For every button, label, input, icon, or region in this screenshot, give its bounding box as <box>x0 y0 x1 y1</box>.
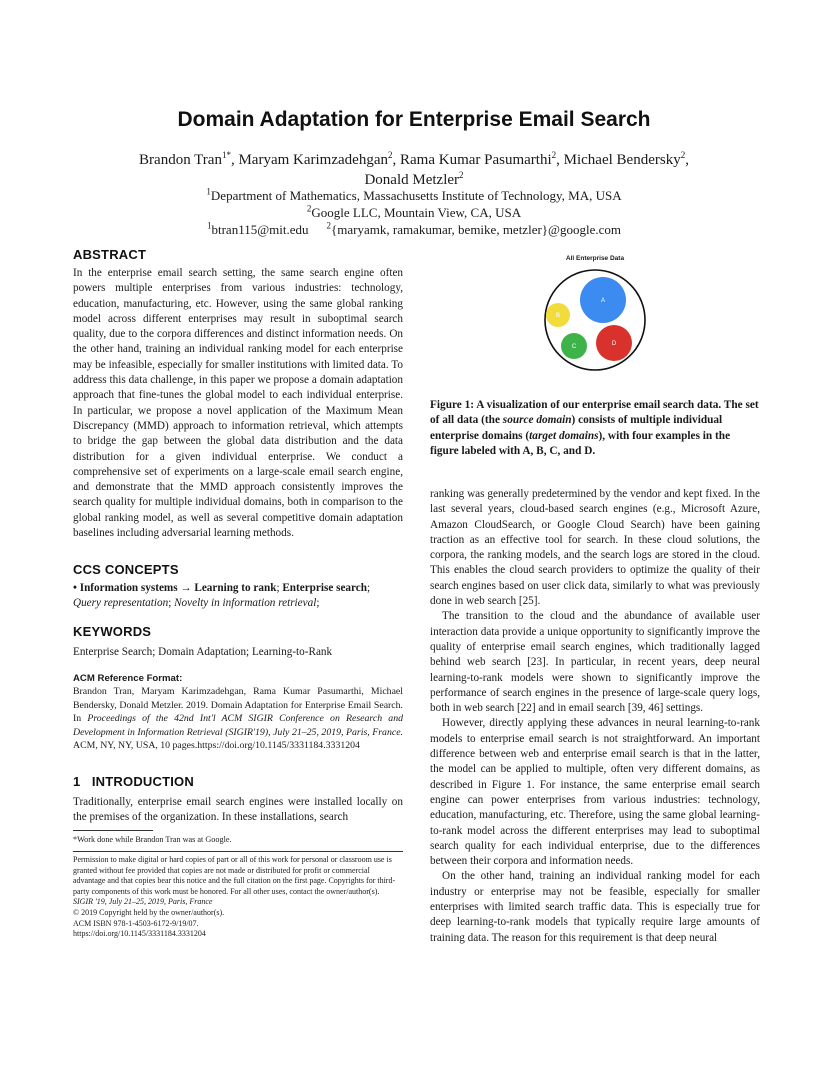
caption-text: ) consists of multiple individual enterprise domains ( <box>430 414 723 442</box>
caption-emphasis: source domain <box>502 414 572 427</box>
email-mark: 2 <box>326 220 332 231</box>
footnote: *Work done while Brandon Tran was at Google. <box>73 835 232 844</box>
copyright-holder: © 2019 Copyright held by the owner/author(s). <box>73 907 225 917</box>
paper-title: Domain Adaptation for Enterprise Email Search <box>177 108 651 131</box>
copyright-text: Permission to make digital or hard copies of part or all of this work for personal or classroom use is granted without fee provided that copies are not made or distributed for profit or commercial advantage and that copies bear this notice and the full citation on the first page. Copyrights for third-party components of this work must be honored. For all other uses, contact the owner/author(s). <box>73 855 396 896</box>
domain-a-label: A <box>600 298 606 304</box>
copyright-venue: SIGIR '19, July 21–25, 2019, Paris, France <box>73 897 213 907</box>
section-title: INTRODUCTION <box>91 774 194 789</box>
author-name: Michael Bendersky <box>563 152 681 168</box>
domain-c-label: C <box>571 344 577 350</box>
author-list: Brandon Tran$^{1*}$, Maryam Karimzadehgan$^2$, Rama Kumar Pasumarthi$^2$, Michael Bendersky$^2$, Donald Metzler$^2$ <box>139 150 689 188</box>
domain-d-label: D <box>611 341 617 347</box>
affil-mark: 2 <box>306 203 312 214</box>
keywords-text: Enterprise Search; Domain Adaptation; Learning-to-Rank <box>73 646 333 658</box>
body-paragraph: ranking was generally predetermined by the vendor and kept fixed. In the last several years, cloud-based search engines (e.g., Microsoft Azure, Amazon CloudSearch, or Google Cloud Search) have been gaining traction as an effective tool for search. In these cloud solutions, the corpora, the ranking models, and the search logs are stored in the cloud. This enables the cloud search providers to optimize the quality of their search engines based on user click data, similarly to what was previously done in web search [25]. <box>430 488 760 608</box>
ccs-concepts <box>73 581 403 612</box>
affiliation-1 <box>90 188 738 204</box>
ccs-sep: ; <box>168 597 175 610</box>
section-number: 1 <box>73 774 81 789</box>
figure-caption <box>430 398 760 459</box>
abstract-paragraph: In the enterprise email search setting, the same search engine often powers multiple enterprises from various industries: technology, education, manufacturing, etc. However, using the same global ranking model across different enterprises may result in suboptimal search quality, due to the corpora differences and distinct information needs. On the other hand, training an individual ranking model for each enterprise may be infeasible, especially for smaller institutions with limited data. To address this data challenge, in this paper we propose a domain adaptation approach that fine-tunes the global model to each individual enterprise. In particular, we propose a novel application of the Maximum Mean Discrepancy (MMD) approach to information retrieval, which attempts to bridge the gap between the global data distribution and the data distribution for a given individual enterprise. We conduct a comprehensive set of experiments on a large-scale email search engine, and demonstrate that the MMD approach consistently improves the search quality for multiple individual domains, both in comparison to the global ranking model, as well as several competitive domain adaptation baselines including adversarial learning methods. <box>73 267 403 540</box>
acm-reference-heading: ACM Reference Format: <box>73 673 183 684</box>
copyright-doi[interactable]: https://doi.org/10.1145/3331184.3331204 <box>73 929 206 939</box>
footnote-divider <box>73 830 153 831</box>
author-name: Brandon Tran <box>139 152 222 168</box>
author-name: Maryam Karimzadehgan <box>238 152 388 168</box>
abstract-heading: ABSTRACT <box>73 247 147 262</box>
figure-1 <box>430 250 760 380</box>
copyright-isbn: ACM ISBN 978-1-4503-6172-9/19/07. <box>73 918 199 928</box>
acm-reference-doi: ACM, NY, NY, USA, 10 pages.https://doi.org/10.1145/3331184.3331204 <box>73 740 360 752</box>
acm-reference-venue: Proceedings of the 42nd Int'l ACM SIGIR Conference on Research and Development in Information Retrieval (SIGIR'19), July 21–25, 2019, Paris, France. <box>73 713 403 738</box>
intro-paragraph: Traditionally, enterprise email search engines were installed locally on the premises of the organization. In these installations, search <box>73 796 403 824</box>
caption-text: ), with four examples in the figure labeled with A, B, C, and D. <box>430 429 731 457</box>
domain-b-label: B <box>555 313 561 319</box>
affil-mark: 1 <box>206 186 211 197</box>
author-emails <box>90 222 738 238</box>
email-link[interactable]: btran115@mit.edu <box>211 222 309 237</box>
ccs-sep: ; <box>316 597 320 610</box>
acm-reference-authors: Brandon Tran, Maryam Karimzadehgan, Rama Kumar Pasumarthi, Michael Bendersky, Donald Metzler. 2019. Domain Adaptation for Enterprise Email Search. In <box>73 686 403 725</box>
author-affil-mark: 2 <box>551 150 557 160</box>
acm-reference <box>73 672 403 752</box>
caption-emphasis: target domains <box>529 429 599 442</box>
ccs-concept: Novelty in information retrieval <box>174 597 317 610</box>
body-paragraph: However, directly applying these advances in neural learning-to-rank models to enterprise email search is not straightforward. An important difference between web and enterprise email search is that in the latter, the model can be applied to multiple, often very different domains, as described in Figure 1. For instance, the same enterprise email search engine can power enterprises from various industries: technology, education, manufacturing, etc. Therefore, using the same global learning-to-rank model across the different enterprises may lead to suboptimal search quality for each individual enterprise, due to the differences between their corpora and information needs. <box>430 717 760 868</box>
ccs-concept: Query representation <box>73 597 169 610</box>
figure-title: All Enterprise Data <box>565 255 625 262</box>
author-affil-mark: 2 <box>680 150 686 160</box>
intro-heading <box>73 774 194 789</box>
keywords-heading: KEYWORDS <box>73 624 152 639</box>
email-mark: 1 <box>206 220 212 231</box>
email-link[interactable]: {maryamk, ramakumar, bemike, metzler}@google.com <box>331 222 622 237</box>
body-paragraph: The transition to the cloud and the abundance of available user interaction data provide a unique opportunity to significantly improve the quality of enterprise email search engines, which traditionally lagged behind web search [23]. In particular, in recent years, deep neural learning-to-rank models were shown to significantly improve the performance of search engines in the presence of large-scale query logs, both in web search [22] and in email search [39, 46] settings. <box>430 610 760 715</box>
ccs-sep: ; <box>366 582 371 594</box>
figure-diagram <box>430 250 760 380</box>
author-name: Donald Metzler <box>364 172 460 188</box>
affil-text: Google LLC, Mountain View, CA, USA <box>311 205 522 220</box>
ccs-sep: ; <box>276 582 283 594</box>
author-affil-mark: 2 <box>388 150 393 160</box>
copyright-divider <box>73 851 403 852</box>
author-affil-mark: 1* <box>221 150 231 160</box>
caption-text: Figure 1: A visualization of our enterprise email search data. The set of all data (the <box>430 399 759 427</box>
affiliation-2 <box>90 205 738 221</box>
body-paragraph: On the other hand, training an individual ranking model for each industry or enterprise may not be feasible, especially for smaller enterprises with limited search traffic data. This is especially true for deep learning-to-rank models that typically require large amounts of training data. The reason for this requirement is that deep neural <box>430 870 760 944</box>
copyright-block <box>73 855 403 940</box>
author-name: Rama Kumar Pasumarthi <box>400 152 552 168</box>
abstract-text <box>73 266 403 541</box>
ccs-concept: Enterprise search <box>282 582 367 594</box>
author-affil-mark: 2 <box>459 170 464 180</box>
ccs-heading: CCS CONCEPTS <box>73 562 179 577</box>
affil-text: Department of Mathematics, Massachusetts Institute of Technology, MA, USA <box>210 188 622 203</box>
ccs-concept: • Information systems → Learning to rank <box>73 582 277 594</box>
arxiv-identifier-sidebar <box>8 296 48 758</box>
right-column-body <box>430 487 760 946</box>
